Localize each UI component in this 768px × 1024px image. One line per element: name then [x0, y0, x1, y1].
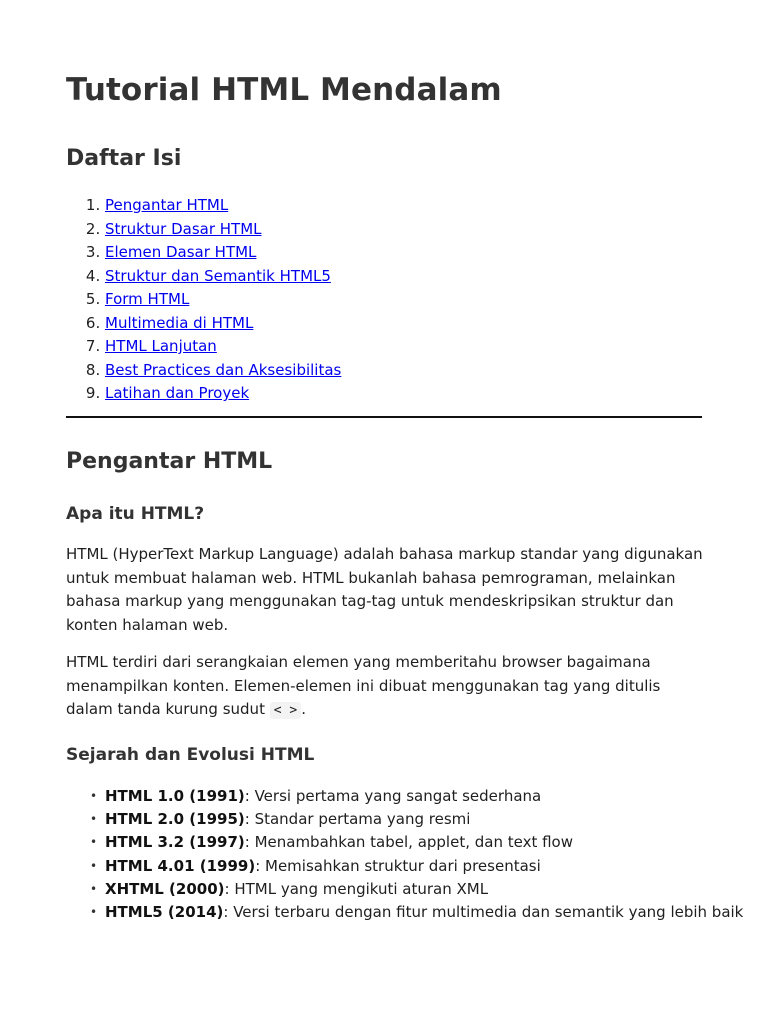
- toc-item: [105, 265, 341, 289]
- toc-link-pengantar-html[interactable]: Pengantar HTML: [105, 196, 229, 214]
- toc-link-struktur-dasar-html[interactable]: Struktur Dasar HTML: [105, 219, 262, 238]
- horizontal-divider: [66, 416, 702, 418]
- toc-item: [105, 218, 341, 242]
- paragraph-definition: HTML (HyperText Markup Language) adalah bahasa markup standar yang digunakan untuk membuat halaman web. HTML bukanlah bahasa pemrograman, melainkan bahasa markup yang menggunakan tag-tag untuk mendeskripsikan struktur dan konten halaman web.: [66, 545, 703, 634]
- subheading-apa-itu-html: Apa itu HTML?: [66, 504, 205, 524]
- paragraph-elements-end: .: [301, 700, 306, 718]
- toc-item: [105, 312, 341, 336]
- toc-item: [105, 382, 341, 406]
- history-list: [66, 785, 755, 924]
- toc-item: [105, 288, 341, 312]
- toc-link-best-practices[interactable]: Best Practices dan Aksesibilitas: [105, 360, 342, 379]
- list-item: [105, 831, 755, 854]
- toc-item: [105, 335, 341, 359]
- version-description: : Versi terbaru dengan fitur multimedia dan semantik yang lebih baik: [223, 903, 744, 922]
- inline-code-angle-brackets: < >: [270, 702, 301, 719]
- version-label: HTML 3.2 (1997): [105, 833, 245, 852]
- toc-link-elemen-dasar-html[interactable]: Elemen Dasar HTML: [105, 243, 257, 261]
- toc-link-latihan-proyek[interactable]: Latihan dan Proyek: [105, 384, 250, 402]
- toc-link-form-html[interactable]: Form HTML: [105, 290, 190, 308]
- toc-link-struktur-semantik-html5[interactable]: Struktur dan Semantik HTML5: [105, 266, 331, 285]
- toc-item: [105, 241, 341, 265]
- version-description: : Menambahkan tabel, applet, dan text flow: [244, 833, 573, 852]
- version-label: HTML5 (2014): [105, 903, 224, 922]
- section-heading-pengantar: Pengantar HTML: [66, 449, 273, 474]
- paragraph-elements: [66, 651, 706, 723]
- version-description: : Memisahkan struktur dari presentasi: [255, 856, 541, 875]
- paragraph-elements-text: HTML terdiri dari serangkaian elemen yang memberitahu browser bagaimana menampilkan konten. Elemen-elemen ini dibuat menggunakan tag yang ditulis dalam tanda kurung sudut: [66, 653, 661, 718]
- version-description: : Standar pertama yang resmi: [244, 810, 471, 829]
- list-item: [105, 878, 755, 901]
- version-description: : HTML yang mengikuti aturan XML: [224, 879, 489, 898]
- toc-list: [66, 194, 341, 406]
- toc-link-html-lanjutan[interactable]: HTML Lanjutan: [105, 337, 217, 355]
- list-item: [105, 808, 755, 831]
- version-label: HTML 4.01 (1999): [105, 856, 256, 875]
- page-title: Tutorial HTML Mendalam: [66, 72, 502, 108]
- version-label: HTML 2.0 (1995): [105, 810, 245, 829]
- toc-item: [105, 194, 341, 218]
- list-item: [105, 901, 755, 924]
- toc-heading: Daftar Isi: [66, 146, 182, 171]
- list-item: [105, 785, 755, 808]
- list-item: [105, 855, 755, 878]
- toc-link-multimedia-html[interactable]: Multimedia di HTML: [105, 313, 254, 332]
- version-description: : Versi pertama yang sangat sederhana: [244, 787, 542, 805]
- version-label: HTML 1.0 (1991): [105, 787, 245, 805]
- subheading-sejarah: Sejarah dan Evolusi HTML: [66, 745, 315, 765]
- version-label: XHTML (2000): [105, 879, 225, 898]
- toc-item: [105, 359, 341, 383]
